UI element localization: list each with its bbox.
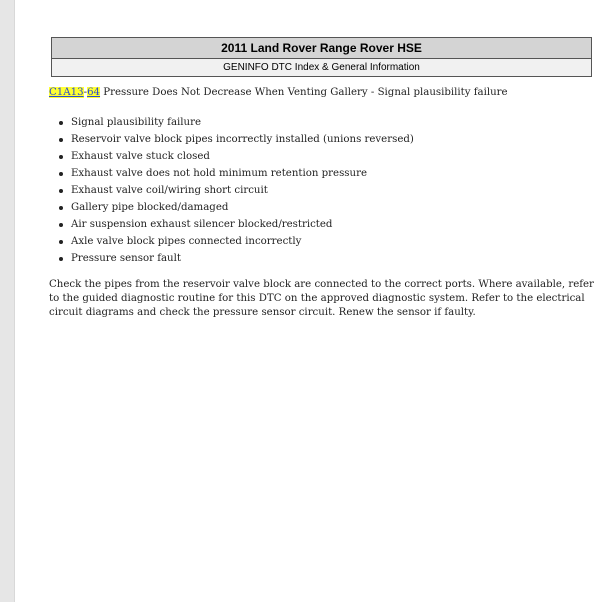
- list-item: [71, 114, 599, 131]
- list-item: [71, 148, 599, 165]
- document-body: [49, 86, 599, 320]
- instructions-paragraph: Check the pipes from the reservoir valve block are connected to the correct ports. Where available, refer to the guided diagnostic routine for this DTC on the approved diagnostic system. Refer to the electrical circuit diagrams and check the pressure sensor circuit. Renew the sensor if faulty.: [49, 279, 594, 318]
- cause-text: Gallery pipe blocked/damaged: [71, 202, 229, 213]
- list-item: [71, 199, 599, 216]
- section-subtitle: GENINFO DTC Index & General Information: [52, 59, 591, 76]
- bullet-icon: [59, 172, 63, 176]
- dtc-code-link[interactable]: C1A13: [49, 87, 84, 98]
- cause-text: Air suspension exhaust silencer blocked/restricted: [71, 219, 333, 230]
- bullet-icon: [59, 240, 63, 244]
- dtc-separator: -: [83, 87, 88, 98]
- cause-text: Signal plausibility failure: [71, 117, 201, 128]
- document-page: [14, 0, 603, 602]
- cause-text: Axle valve block pipes connected incorrectly: [71, 236, 302, 247]
- list-item: [71, 216, 599, 233]
- bullet-icon: [59, 155, 63, 159]
- bullet-icon: [59, 138, 63, 142]
- cause-text: Pressure sensor fault: [71, 253, 181, 264]
- dtc-subcode-link[interactable]: 64: [87, 87, 101, 98]
- dtc-description: Pressure Does Not Decrease When Venting Gallery - Signal plausibility failure: [100, 87, 508, 98]
- bullet-icon: [59, 189, 63, 193]
- bullet-icon: [59, 121, 63, 125]
- list-item: [71, 165, 599, 182]
- cause-text: Exhaust valve coil/wiring short circuit: [71, 185, 268, 196]
- list-item: [71, 131, 599, 148]
- list-item: [71, 233, 599, 250]
- document-header: [51, 37, 592, 77]
- cause-text: Reservoir valve block pipes incorrectly installed (unions reversed): [71, 134, 414, 145]
- list-item: [71, 250, 599, 267]
- cause-list: [49, 114, 599, 267]
- bullet-icon: [59, 206, 63, 210]
- bullet-icon: [59, 257, 63, 261]
- vehicle-title: 2011 Land Rover Range Rover HSE: [52, 38, 591, 59]
- bullet-icon: [59, 223, 63, 227]
- cause-text: Exhaust valve stuck closed: [71, 151, 210, 162]
- dtc-heading: [49, 86, 599, 100]
- list-item: [71, 182, 599, 199]
- cause-text: Exhaust valve does not hold minimum retention pressure: [71, 168, 367, 179]
